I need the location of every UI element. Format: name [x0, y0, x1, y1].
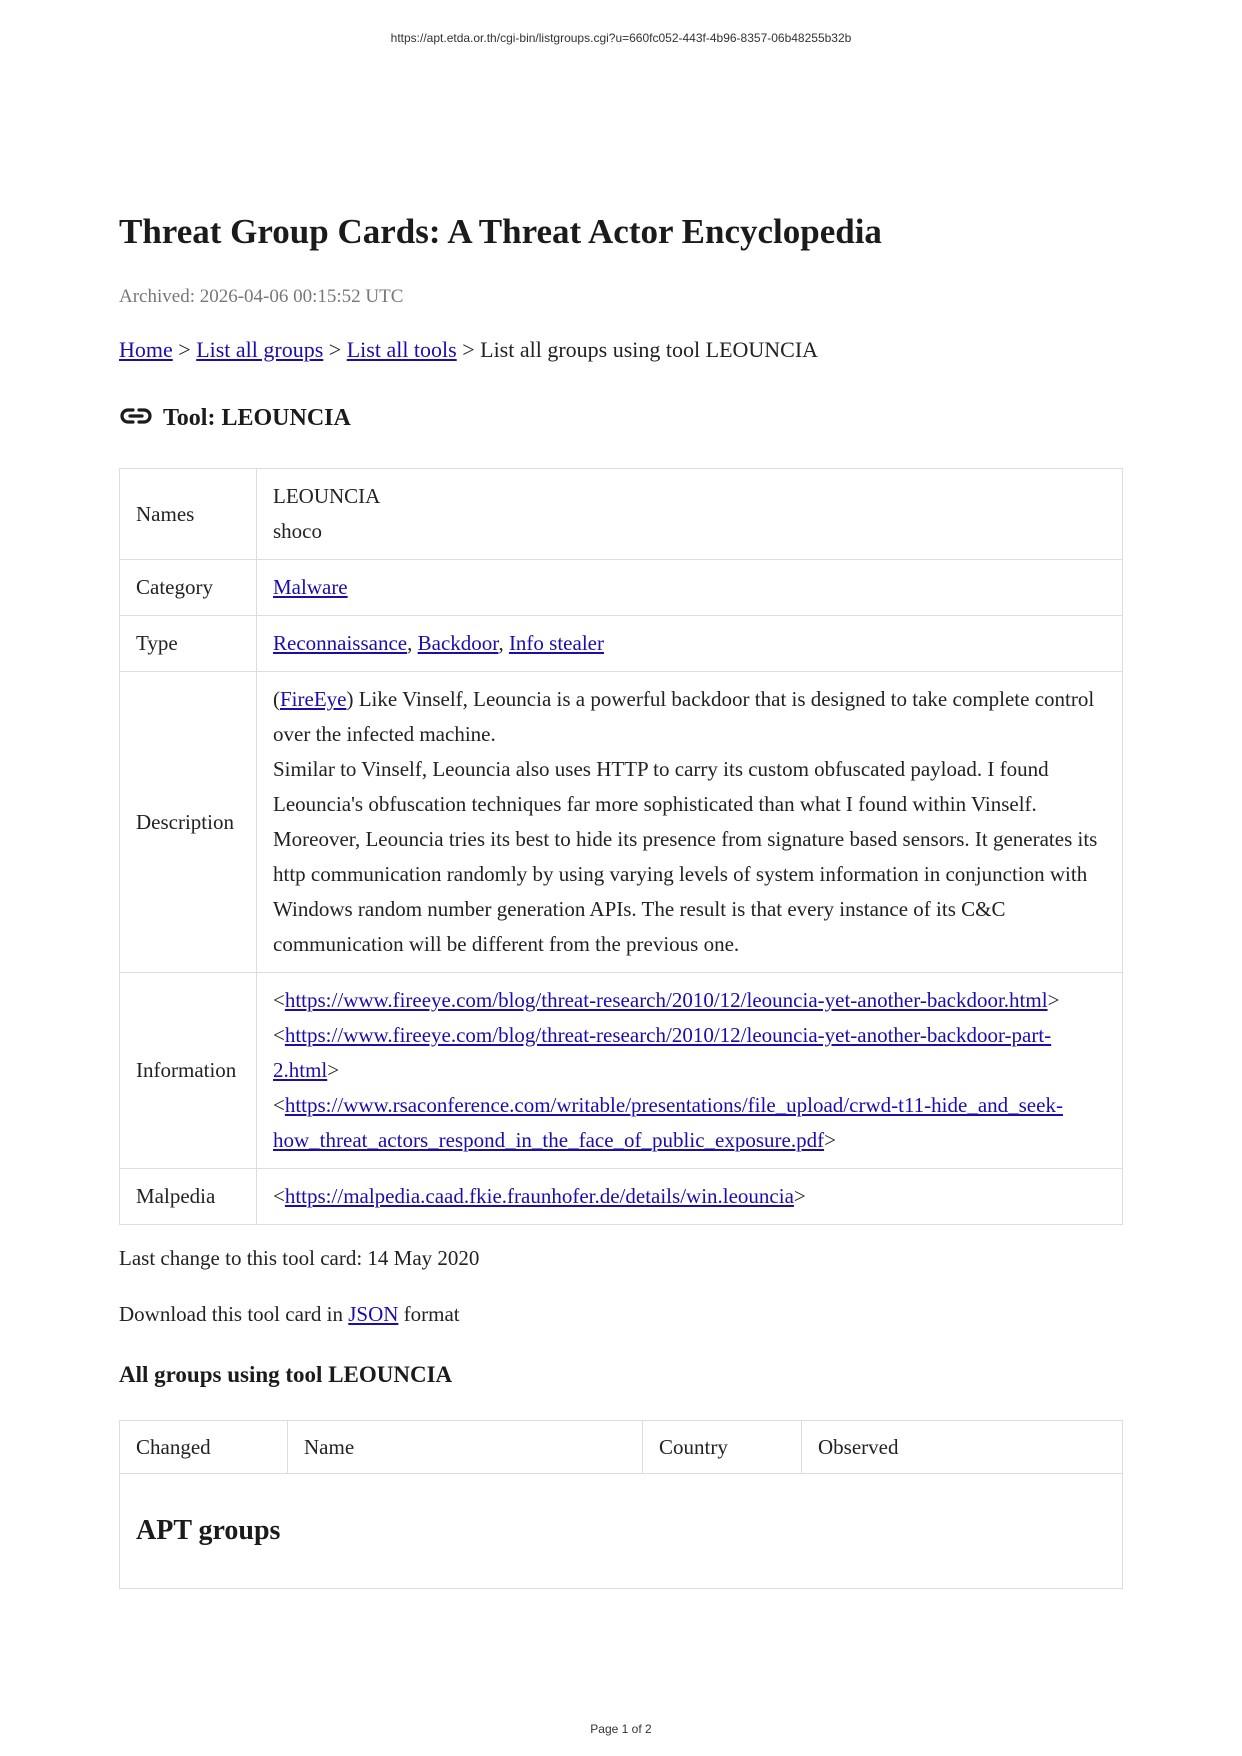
column-observed[interactable]: Observed	[802, 1421, 1123, 1474]
column-changed[interactable]: Changed	[120, 1421, 288, 1474]
info-link-3[interactable]: https://www.rsaconference.com/writable/presentations/file_upload/crwd-t11-hide_and_seek-how_threat_actors_respond_in_the_face_of_public_exposure.pdf	[273, 1093, 1063, 1152]
breadcrumb-tools-link[interactable]: List all tools	[346, 337, 457, 362]
groups-table	[119, 1420, 1123, 1589]
table-row	[120, 973, 1123, 1169]
breadcrumb-home-link[interactable]: Home	[119, 337, 173, 362]
breadcrumb-separator: >	[172, 337, 197, 362]
download-suffix: format	[398, 1302, 460, 1326]
names-label: Names	[120, 469, 257, 560]
column-name[interactable]: Name	[288, 1421, 643, 1474]
archived-timestamp: Archived: 2026-04-06 00:15:52 UTC	[119, 286, 404, 307]
category-value	[257, 560, 1123, 616]
page-number: Page 1 of 2	[590, 1722, 652, 1736]
tool-heading-text: Tool: LEOUNCIA	[163, 405, 351, 431]
tool-info-table	[119, 468, 1123, 1225]
table-row	[120, 560, 1123, 616]
description-text: Like Vinself, Leouncia is a powerful backdoor that is designed to take complete control over the infected machine.	[273, 687, 1095, 746]
breadcrumb-separator: >	[323, 337, 347, 362]
link-icon	[119, 406, 153, 426]
apt-groups-section: APT groups	[120, 1474, 1123, 1589]
angle-close: >	[793, 1184, 806, 1208]
angle-open: <	[273, 1184, 285, 1208]
description-text: Similar to Vinself, Leouncia also uses HTTP to carry its custom obfuscated payload. I found Leouncia's obfuscation techniques far more sophisticated than what I found within Vinself.	[273, 757, 1049, 816]
description-label: Description	[120, 672, 257, 973]
type-info-stealer-link[interactable]: Info stealer	[508, 631, 604, 655]
page-url: https://apt.etda.or.th/cgi-bin/listgroups.cgi?u=660fc052-443f-4b96-8357-06b48255b32b	[390, 31, 852, 45]
type-value	[257, 616, 1123, 672]
information-label: Information	[120, 973, 257, 1169]
tool-alias: shoco	[273, 519, 322, 543]
type-backdoor-link[interactable]: Backdoor	[417, 631, 499, 655]
type-label: Type	[120, 616, 257, 672]
paren-open: (	[273, 687, 280, 711]
table-row	[120, 672, 1123, 973]
type-separator: ,	[498, 631, 509, 655]
groups-heading: All groups using tool LEOUNCIA	[119, 1362, 453, 1387]
breadcrumb-groups-link[interactable]: List all groups	[196, 337, 324, 362]
download-prefix: Download this tool card in	[119, 1302, 349, 1326]
angle-open: <	[273, 1093, 285, 1117]
table-row	[120, 1474, 1123, 1589]
breadcrumb	[119, 337, 818, 363]
type-reconnaissance-link[interactable]: Reconnaissance	[273, 631, 408, 655]
download-line	[119, 1302, 460, 1327]
table-row	[120, 616, 1123, 672]
tool-name: LEOUNCIA	[273, 484, 381, 508]
category-label: Category	[120, 560, 257, 616]
source-fireeye-link[interactable]: FireEye	[280, 687, 347, 711]
paren-close: )	[346, 687, 354, 711]
table-row	[120, 469, 1123, 560]
info-link-1[interactable]: https://www.fireeye.com/blog/threat-research/2010/12/leouncia-yet-another-backdoor.html	[284, 988, 1048, 1012]
malpedia-label: Malpedia	[120, 1169, 257, 1225]
json-download-link[interactable]: JSON	[348, 1302, 399, 1326]
angle-close: >	[327, 1058, 340, 1082]
breadcrumb-current: > List all groups using tool LEOUNCIA	[456, 337, 819, 362]
page-title: Threat Group Cards: A Threat Actor Encyclopedia	[119, 212, 882, 251]
category-malware-link[interactable]: Malware	[273, 575, 348, 599]
angle-close: >	[824, 1128, 836, 1152]
names-value	[257, 469, 1123, 560]
table-header-row	[120, 1421, 1123, 1474]
angle-close: >	[1047, 988, 1060, 1012]
angle-open: <	[273, 988, 285, 1012]
description-value	[257, 672, 1123, 973]
table-row	[120, 1169, 1123, 1225]
tool-heading	[119, 405, 351, 432]
info-link-2[interactable]: https://www.fireeye.com/blog/threat-research/2010/12/leouncia-yet-another-backdoor-part-2.html	[273, 1023, 1052, 1082]
description-text: Moreover, Leouncia tries its best to hide its presence from signature based sensors. It generates its http communication randomly by using varying levels of system information in conjunction with Windows random number generation APIs. The result is that every instance of its C&C communication will be different from the previous one.	[273, 827, 1098, 956]
information-value	[257, 973, 1123, 1169]
column-country[interactable]: Country	[643, 1421, 802, 1474]
angle-open: <	[273, 1023, 285, 1047]
malpedia-value	[257, 1169, 1123, 1225]
type-separator: ,	[407, 631, 418, 655]
malpedia-link[interactable]: https://malpedia.caad.fkie.fraunhofer.de/details/win.leouncia	[284, 1184, 794, 1208]
last-change: Last change to this tool card: 14 May 2020	[119, 1246, 480, 1270]
